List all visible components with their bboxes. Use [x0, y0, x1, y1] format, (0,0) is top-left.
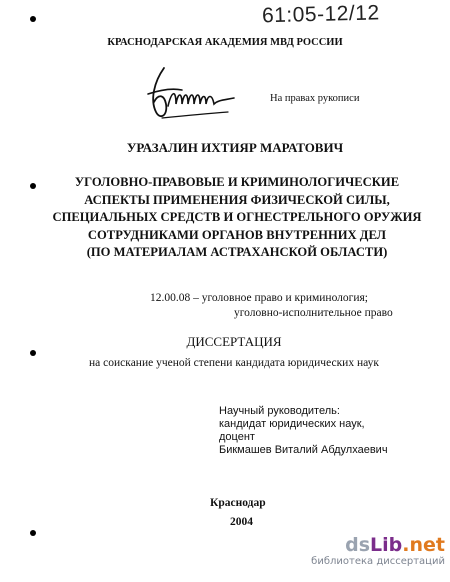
title-line: СПЕЦИАЛЬНЫХ СРЕДСТВ И ОГНЕСТРЕЛЬНОГО ОРУЖИЯ	[52, 210, 422, 224]
advisor-name: Бикмашев Виталий Абдулхаевич	[219, 444, 388, 456]
manuscript-rights-note: На правах рукописи	[270, 93, 360, 104]
document-type: ДИССЕРТАЦИЯ	[186, 334, 282, 349]
title-line: СОТРУДНИКАМИ ОРГАНОВ ВНУТРЕННИХ ДЕЛ	[87, 227, 387, 242]
archive-code: 61:05-12/12	[261, 1, 380, 28]
watermark-subtitle: библиотека диссертаций	[311, 556, 445, 567]
specialty-line: уголовно-исполнительное право	[234, 307, 393, 319]
city: Краснодар	[210, 497, 266, 509]
advisor-degree: кандидат юридических наук,	[219, 418, 365, 430]
scientific-advisor	[219, 405, 388, 457]
advisor-rank: доцент	[219, 431, 255, 443]
title-line: (ПО МАТЕРИАЛАМ АСТРАХАНСКОЙ ОБЛАСТИ)	[86, 245, 388, 259]
bullet-dot-icon	[30, 350, 36, 356]
author-name: УРАЗАЛИН ИХТИЯР МАРАТОВИЧ	[126, 140, 344, 155]
dissertation-title	[0, 174, 450, 262]
dslib-logo: dsLib.net	[345, 534, 445, 556]
specialty-code	[150, 291, 393, 321]
title-line: УГОЛОВНО-ПРАВОВЫЕ И КРИМИНОЛОГИЧЕСКИЕ	[74, 175, 400, 189]
specialty-line: 12.00.08 – уголовное право и криминология;	[150, 292, 369, 304]
advisor-label: Научный руководитель:	[219, 405, 340, 417]
degree-purpose: на соискание ученой степени кандидата юридических наук	[89, 357, 379, 369]
bullet-dot-icon	[30, 16, 36, 22]
title-line: АСПЕКТЫ ПРИМЕНЕНИЯ ФИЗИЧЕСКОЙ СИЛЫ,	[84, 192, 390, 207]
year: 2004	[230, 516, 253, 528]
bullet-dot-icon	[30, 530, 36, 536]
dslib-watermark	[300, 534, 445, 568]
signature-icon	[142, 60, 242, 130]
academy-name: КРАСНОДАРСКАЯ АКАДЕМИЯ МВД РОССИИ	[107, 37, 343, 48]
